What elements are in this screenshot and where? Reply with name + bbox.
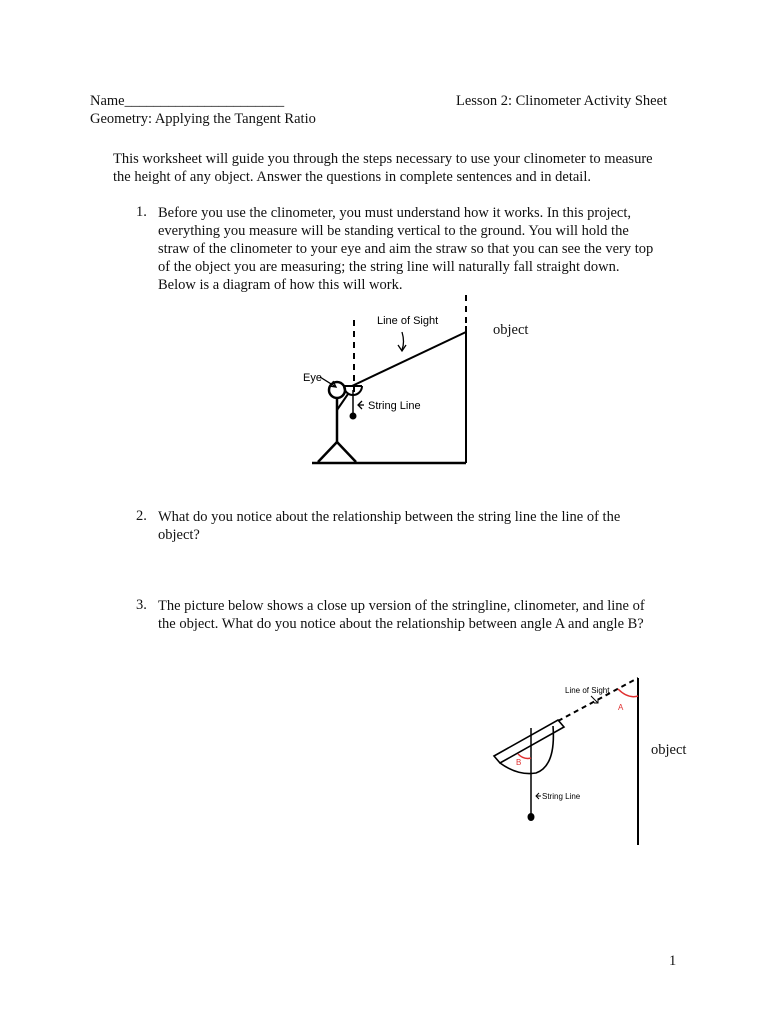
- question-number: 2.: [136, 508, 147, 524]
- label-object: object: [651, 742, 687, 758]
- angle-a-arc: [618, 689, 638, 697]
- question-line: the object. What do you notice about the relationship between angle A and angle B?: [158, 616, 644, 632]
- course-title: Geometry: Applying the Tangent Ratio: [90, 111, 316, 127]
- question-number: 1.: [136, 204, 147, 220]
- lesson-title: Lesson 2: Clinometer Activity Sheet: [456, 93, 668, 109]
- angle-a-label: A: [618, 703, 624, 712]
- label-line-of-sight: Line of Sight: [377, 315, 439, 327]
- question-line: everything you measure will be standing vertical to the ground. You will hold the: [158, 223, 629, 239]
- question-line: object?: [158, 527, 200, 543]
- intro-line: This worksheet will guide you through the steps necessary to use your clinometer to measure: [113, 151, 653, 167]
- page-number: 1: [669, 953, 677, 969]
- question-number: 3.: [136, 597, 147, 613]
- label-object: object: [493, 322, 529, 338]
- label-eye: Eye: [303, 372, 322, 384]
- clinometer-diagram: [300, 290, 490, 470]
- question-line: of the object you are measuring; the string line will naturally fall straight down.: [158, 259, 620, 275]
- label-string-line: String Line: [368, 400, 421, 412]
- line-of-sight: [352, 332, 466, 386]
- angle-b-label: B: [516, 758, 522, 767]
- label-line-of-sight: Line of Sight: [565, 686, 610, 695]
- clinometer-closeup-diagram: [488, 668, 648, 848]
- question-line: straw of the clinometer to your eye and aim the straw so that you can see the very top: [158, 241, 654, 257]
- weight: [528, 813, 535, 821]
- question-line: Below is a diagram of how this will work.: [158, 277, 403, 293]
- intro-line: the height of any object. Answer the questions in complete sentences and in detail.: [113, 169, 591, 185]
- weight: [350, 413, 357, 420]
- name-field-label: Name______________________: [90, 93, 285, 109]
- label-string-line: String Line: [542, 792, 581, 801]
- question-line: What do you notice about the relationship between the string line the line of the: [158, 509, 621, 525]
- question-line: The picture below shows a close up version of the stringline, clinometer, and line of: [158, 598, 645, 614]
- question-line: Before you use the clinometer, you must understand how it works. In this project,: [158, 205, 631, 221]
